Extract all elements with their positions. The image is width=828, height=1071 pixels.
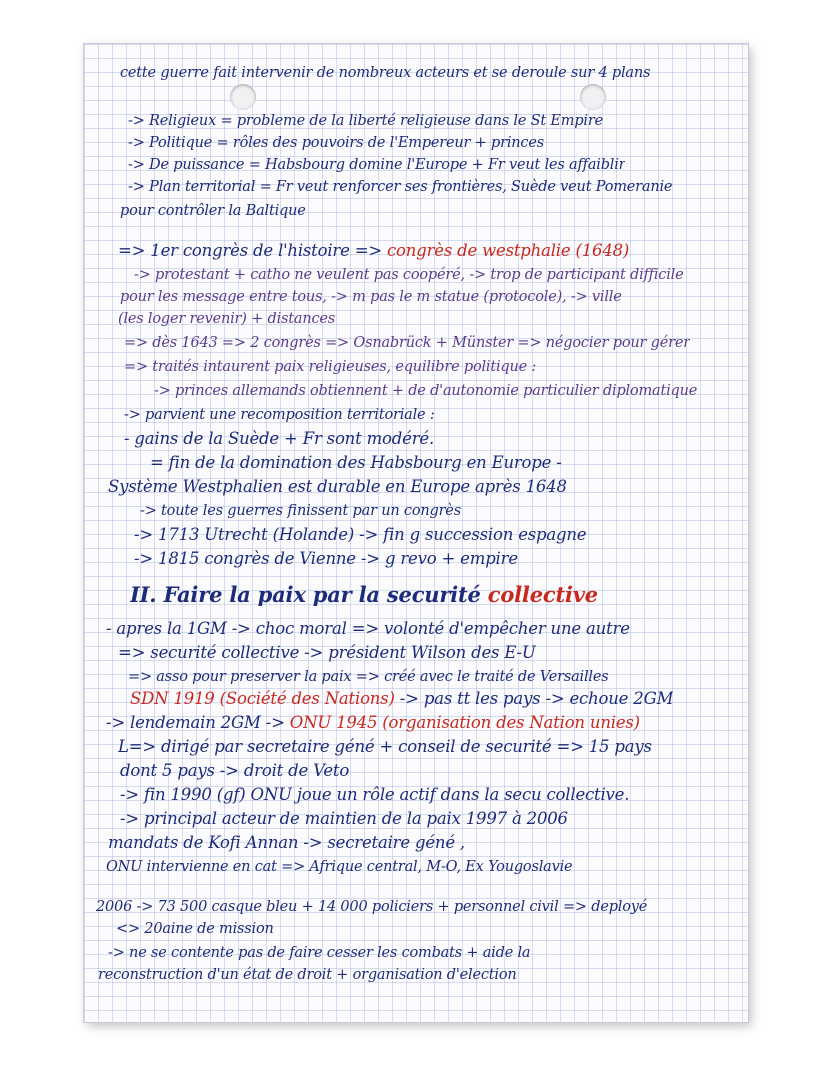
note-line: -> protestant + catho ne veulent pas coopéré, -> trop de participant difficile [134, 267, 684, 283]
highlight-red: ONU 1945 (organisation des Nation unies) [289, 713, 640, 732]
note-line-sdn: SDN 1919 (Société des Nations) -> pas tt les pays -> echoue 2GM [130, 689, 674, 708]
note-line: -> fin 1990 (gf) ONU joue un rôle actif dans la secu collective. [120, 785, 630, 804]
note-line: reconstruction d'un état de droit + organisation d'election [98, 967, 517, 983]
note-line: L=> dirigé par secretaire géné + conseil de securité => 15 pays [118, 737, 652, 756]
note-line: -> principal acteur de maintien de la paix 1997 à 2006 [120, 809, 568, 828]
highlight-red: SDN 1919 (Société des Nations) [130, 689, 395, 708]
note-line: -> 1815 congrès de Vienne -> g revo + empire [134, 549, 518, 568]
note-line: -> De puissance = Habsbourg domine l'Europe + Fr veut les affaiblir [128, 157, 626, 173]
note-line: => dès 1643 => 2 congrès => Osnabrück + Münster => négocier pour gérer [124, 335, 690, 351]
highlight-red: congrès de westphalie (1648) [387, 241, 630, 260]
note-line: <> 20aine de mission [116, 921, 274, 937]
note-line: Système Westphalien est durable en Europe après 1648 [108, 477, 567, 496]
note-line: pour contrôler la Baltique [120, 203, 306, 219]
note-line: - gains de la Suède + Fr sont modéré. [124, 429, 434, 448]
note-line: -> princes allemands obtiennent + de d'autonomie particulier diplomatique [154, 383, 698, 399]
note-line: -> ne se contente pas de faire cesser les combats + aide la [108, 945, 531, 961]
note-line: pour les message entre tous, -> m pas le m statue (protocole), -> ville [120, 289, 622, 305]
note-line: 2006 -> 73 500 casque bleu + 14 000 policiers + personnel civil => deployé [96, 899, 648, 915]
note-line: = fin de la domination des Habsbourg en Europe - [150, 453, 562, 472]
note-line: => traités intaurent paix religieuses, equilibre politique : [124, 359, 537, 375]
note-line: -> Politique = rôles des pouvoirs de l'Empereur + princes [128, 135, 544, 151]
note-line: -> parvient une recomposition territoriale : [124, 407, 435, 423]
section-heading: II. Faire la paix par la securité collective [130, 584, 598, 606]
note-line: -> toute les guerres finissent par un congrès [140, 503, 461, 519]
note-line: -> Plan territorial = Fr veut renforcer ses frontières, Suède veut Pomeranie [128, 179, 673, 195]
handwritten-notes [84, 44, 748, 1022]
note-line: - apres la 1GM -> choc moral => volonté d'empêcher une autre [106, 619, 630, 638]
note-line: -> Religieux = probleme de la liberté religieuse dans le St Empire [128, 113, 603, 129]
heading-highlight: collective [487, 584, 598, 606]
note-line: ONU intervienne en cat => Afrique central, M-O, Ex Yougoslavie [106, 859, 573, 875]
notebook-page [84, 44, 748, 1022]
note-line: -> 1713 Utrecht (Holande) -> fin g succession espagne [134, 525, 587, 544]
note-line: (les loger revenir) + distances [118, 311, 336, 327]
note-line: cette guerre fait intervenir de nombreux acteurs et se deroule sur 4 plans [120, 65, 651, 81]
note-line: => securité collective -> président Wilson des E-U [118, 643, 536, 662]
note-line-westphalie: => 1er congrès de l'histoire => congrès de westphalie (1648) [118, 241, 630, 260]
note-line: dont 5 pays -> droit de Veto [120, 761, 350, 780]
note-line: mandats de Kofi Annan -> secretaire géné , [108, 833, 465, 852]
note-line: => asso pour preserver la paix => créé avec le traité de Versailles [128, 669, 609, 685]
note-line-onu: -> lendemain 2GM -> ONU 1945 (organisation des Nation unies) [106, 713, 640, 732]
